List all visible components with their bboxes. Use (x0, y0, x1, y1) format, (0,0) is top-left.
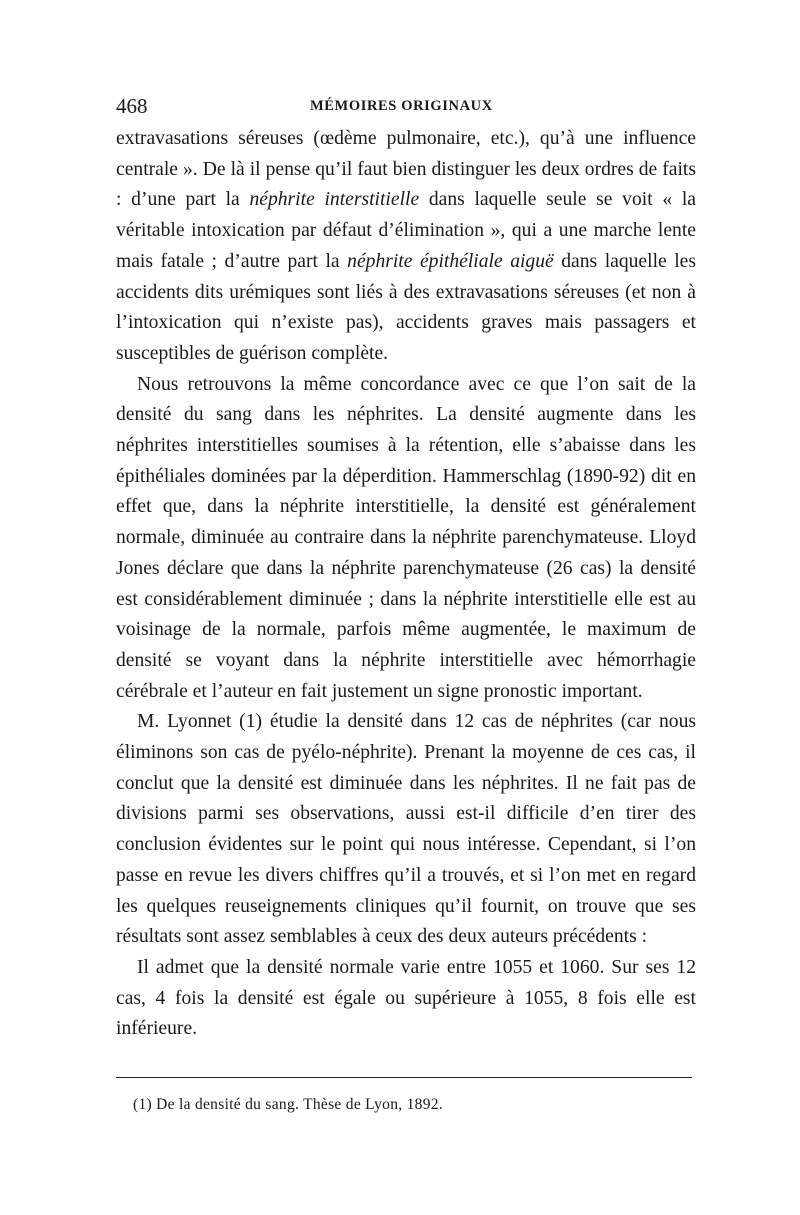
italic-nephrite-epitheliale: néphrite épithéliale aiguë (347, 250, 554, 272)
paragraph-4: Il admet que la densité normale varie entre 1055 et 1060. Sur ses 12 cas, 4 fois la densité est égale ou supérieure à 1055, 8 fois elle est inférieure. (116, 956, 696, 1040)
paragraph-1-text-e: dans laquelle les accidents dits urémiques sont liés à des extravasations séreuses (et non à l’intoxication qui n’existe pas), accidents graves mais passagers et susceptibles de guérison complète. (116, 250, 696, 364)
italic-nephrite-interstitielle: néphrite interstitielle (249, 189, 420, 211)
paragraph-1 (116, 124, 696, 370)
page-number: 468 (116, 94, 148, 118)
running-head: MÉMOIRES ORIGINAUX (310, 98, 493, 114)
footnote-separator (116, 1077, 692, 1078)
paragraph-1-text-c: dans laquelle seule se voit « la véritable intoxication par défaut d’élimination », qui a une marche lente mais fatale ; d’autre part la (116, 189, 696, 272)
footnote: (1) De la densité du sang. Thèse de Lyon, 1892. (133, 1096, 443, 1113)
paragraph-1-text-a: extravasations séreuses (œdème pulmonaire, etc.), qu’à une influence centrale ». De là il pense qu’il faut bien distinguer les deux ordres de faits : d’une part la (116, 128, 696, 211)
page-header (116, 94, 696, 124)
paragraph-2: Nous retrouvons la même concordance avec ce que l’on sait de la densité du sang dans les néphrites. La densité augmente dans les néphrites interstitielles soumises à la rétention, elle s’abaisse dans les épithéliales dominées par la déperdition. Hammerschlag (1890-92) dit en effet que, dans la néphrite interstitielle, la densité est généralement normale, diminuée au contraire dans la néphrite parenchymateuse. Lloyd Jones déclare que dans la néphrite parenchymateuse (26 cas) la densité est considérablement diminuée ; dans la néphrite interstitielle elle est au voisinage de la normale, parfois même augmentée, le maximum de densité se voyant dans la néphrite interstitielle avec hémorrhagie cérébrale et l’auteur en fait justement un signe pronostic important. (116, 373, 696, 702)
paragraph-3: M. Lyonnet (1) étudie la densité dans 12 cas de néphrites (car nous éliminons son cas de pyélo-néphrite). Prenant la moyenne de ces cas, il conclut que la densité est diminuée dans les néphrites. Il ne fait pas de divisions parmi ses observations, aussi est-il difficile d’en tirer des conclusion évidentes sur le point qui nous intéresse. Cependant, si l’on passe en revue les divers chiffres qu’il a trouvés, et si l’on met en regard les quelques reuseignements cliniques qu’il fournit, on trouve que ses résultats sont assez semblables à ceux des deux auteurs précédents : (116, 711, 696, 948)
body-text (116, 124, 696, 1045)
